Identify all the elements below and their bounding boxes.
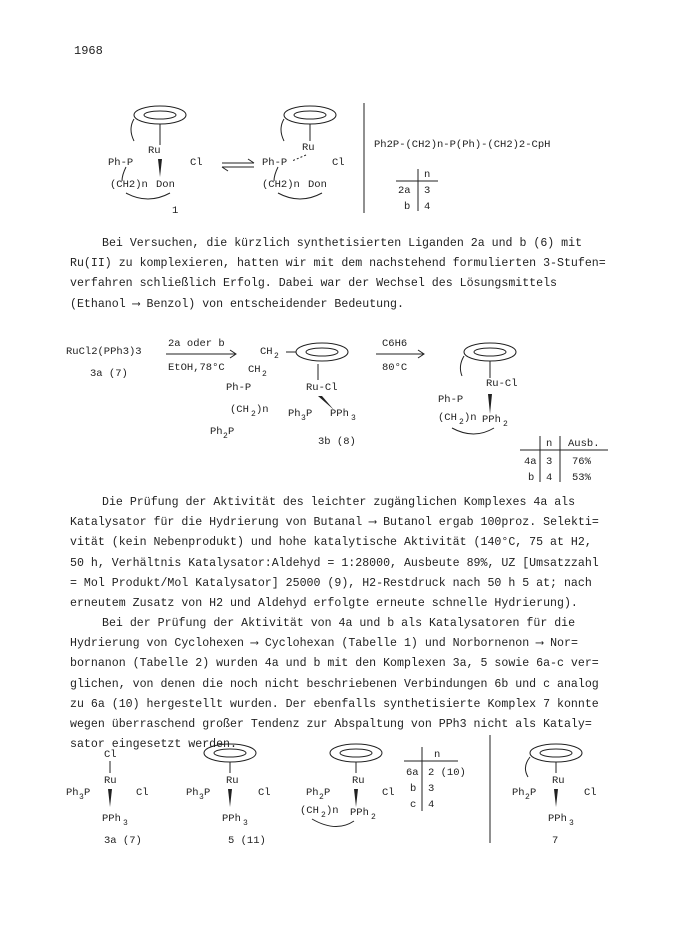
cyclopentadienyl-ring-icon bbox=[204, 744, 256, 762]
svg-text:c: c bbox=[410, 799, 417, 811]
svg-text:)n: )n bbox=[326, 805, 339, 817]
compound-5 bbox=[186, 744, 271, 847]
arrow1-bottom: EtOH,78°C bbox=[168, 362, 225, 374]
svg-text:3: 3 bbox=[79, 793, 84, 802]
svg-text:3: 3 bbox=[199, 793, 204, 802]
svg-text:P: P bbox=[306, 408, 313, 420]
svg-text:P: P bbox=[84, 787, 91, 799]
svg-text:PPh: PPh bbox=[102, 813, 121, 825]
svg-text:Ph-P: Ph-P bbox=[226, 382, 252, 394]
svg-text:2: 2 bbox=[525, 793, 530, 802]
svg-text:PPh: PPh bbox=[482, 414, 501, 426]
svg-text:PPh: PPh bbox=[222, 813, 241, 825]
intermediate-label: 3b (8) bbox=[318, 436, 356, 448]
arrow2-bottom: 80°C bbox=[382, 362, 408, 374]
svg-text:Ru: Ru bbox=[552, 775, 565, 787]
cyclopentadienyl-ring-icon bbox=[296, 343, 348, 361]
svg-text:3: 3 bbox=[351, 414, 356, 423]
start-label: 3a (7) bbox=[90, 368, 128, 380]
svg-text:2: 2 bbox=[503, 420, 508, 429]
p-label: Ph-P bbox=[108, 157, 134, 169]
svg-text:n: n bbox=[424, 169, 431, 181]
svg-text:P: P bbox=[530, 787, 537, 799]
svg-text:b: b bbox=[528, 472, 535, 484]
svg-text:4: 4 bbox=[546, 472, 553, 484]
svg-text:76%: 76% bbox=[572, 456, 591, 468]
svg-text:2: 2 bbox=[223, 432, 228, 441]
svg-text:(CH: (CH bbox=[230, 404, 249, 416]
svg-text:P: P bbox=[228, 426, 235, 438]
yield-table bbox=[520, 436, 608, 484]
svg-text:Ph: Ph bbox=[306, 787, 319, 799]
svg-text:2: 2 bbox=[321, 811, 326, 820]
paragraph-1: Bei Versuchen, die kürzlich synthetisierten Liganden 2a und b (6) mit Ru(II) zu komplexieren, hatten wir mit dem nachstehend formulierten 3-Stufen= verfahren schließlich Erfolg. Dabei war der Wechsel des Lösungsmittels (Ethanol ⟶ Benzol) von entscheidender Bedeutung. bbox=[70, 237, 606, 311]
svg-text:Ru: Ru bbox=[226, 775, 239, 787]
svg-text:6a: 6a bbox=[406, 767, 419, 779]
intermediate-3b bbox=[210, 343, 356, 448]
svg-text:2: 2 bbox=[371, 813, 376, 822]
arrow1-top: 2a oder b bbox=[168, 338, 225, 350]
label-3a: 3a (7) bbox=[104, 835, 142, 847]
svg-text:2: 2 bbox=[251, 410, 256, 419]
svg-text:Ru-Cl: Ru-Cl bbox=[486, 378, 518, 390]
cyclopentadienyl-ring-icon bbox=[530, 744, 582, 762]
svg-text:3: 3 bbox=[546, 456, 553, 468]
svg-text:3: 3 bbox=[428, 783, 435, 795]
compound-1-left bbox=[108, 106, 203, 217]
svg-text:3: 3 bbox=[301, 414, 306, 423]
don-label: Don bbox=[156, 179, 175, 191]
svg-text:3: 3 bbox=[424, 185, 431, 197]
svg-text:(CH: (CH bbox=[300, 805, 319, 817]
label-5: 5 (11) bbox=[228, 835, 266, 847]
svg-text:Ph: Ph bbox=[512, 787, 525, 799]
svg-text:(CH: (CH bbox=[438, 412, 457, 424]
svg-text:2: 2 bbox=[459, 418, 464, 427]
svg-text:Ph: Ph bbox=[186, 787, 199, 799]
svg-text:2a: 2a bbox=[398, 185, 411, 197]
svg-text:4a: 4a bbox=[524, 456, 537, 468]
svg-text:CH: CH bbox=[260, 346, 273, 358]
don-label: Don bbox=[308, 179, 327, 191]
scheme-2 bbox=[0, 332, 680, 482]
svg-text:Ph: Ph bbox=[288, 408, 301, 420]
svg-text:CH: CH bbox=[248, 364, 261, 376]
ru-label: Ru bbox=[302, 142, 315, 154]
svg-text:b: b bbox=[410, 783, 417, 795]
ru-label: Ru bbox=[148, 145, 161, 157]
svg-text:Cl: Cl bbox=[382, 787, 395, 799]
cyclopentadienyl-ring-icon bbox=[330, 744, 382, 762]
svg-text:P: P bbox=[204, 787, 211, 799]
compound-3a bbox=[66, 749, 149, 847]
cyclopentadienyl-ring-icon bbox=[284, 106, 336, 124]
svg-text:2: 2 bbox=[319, 793, 324, 802]
svg-text:Ru-Cl: Ru-Cl bbox=[306, 382, 338, 394]
svg-text:4: 4 bbox=[428, 799, 435, 811]
svg-text:53%: 53% bbox=[572, 472, 591, 484]
p-label: Ph-P bbox=[262, 157, 288, 169]
ch2n-label: (CH2)n bbox=[110, 179, 148, 191]
product-4 bbox=[438, 343, 518, 434]
paragraph-3: Bei der Prüfung der Aktivität von 4a und b als Katalysatoren für die Hydrierung von Cyclohexen ⟶ Cyclohexan (Tabelle 1) und Norbornenon ⟶ Nor= bornanon (Tabelle 2) wurden 4a und b mit den Komplexen 3a, 5 sowie 6a-c ver= glichen, von denen die noch nicht beschriebenen Verbindungen 6b und c analog zu 6a (10) hergestellt wurden. Der ebenfalls synthetisierte Komplex 7 konnte wegen überraschend großer Tendenz zur Abspaltung von PPh3 nicht als Kataly= sator eingesetzt werden. bbox=[70, 617, 599, 752]
svg-text:Ph-P: Ph-P bbox=[438, 394, 464, 406]
ligand-formula: Ph2P-(CH2)n-P(Ph)-(CH2)2-CpH bbox=[374, 139, 551, 151]
cyclopentadienyl-ring-icon bbox=[134, 106, 186, 124]
svg-text:2: 2 bbox=[262, 370, 267, 379]
scheme-3 bbox=[0, 735, 680, 885]
svg-text:Cl: Cl bbox=[584, 787, 597, 799]
ch2n-label: (CH2)n bbox=[262, 179, 300, 191]
compound-1-right bbox=[262, 106, 345, 199]
cl-label: Cl bbox=[332, 157, 345, 169]
svg-text:Ph: Ph bbox=[210, 426, 223, 438]
svg-text:Ph: Ph bbox=[66, 787, 79, 799]
svg-text:Cl: Cl bbox=[104, 749, 117, 761]
cyclopentadienyl-ring-icon bbox=[464, 343, 516, 361]
svg-text:n: n bbox=[546, 438, 553, 450]
label-7: 7 bbox=[552, 835, 559, 847]
equilibrium-arrow-icon bbox=[222, 159, 254, 171]
page-number: 1968 bbox=[74, 44, 103, 58]
svg-text:)n: )n bbox=[256, 404, 269, 416]
svg-text:4: 4 bbox=[424, 201, 431, 213]
svg-text:2 (10): 2 (10) bbox=[428, 767, 466, 779]
start-compound: RuCl2(PPh3)3 bbox=[66, 346, 142, 358]
svg-text:Ru: Ru bbox=[104, 775, 117, 787]
svg-text:2: 2 bbox=[274, 352, 279, 361]
cl-label: Cl bbox=[190, 157, 203, 169]
svg-text:3: 3 bbox=[123, 819, 128, 828]
svg-text:Cl: Cl bbox=[136, 787, 149, 799]
svg-text:PPh: PPh bbox=[350, 807, 369, 819]
svg-text:3: 3 bbox=[569, 819, 574, 828]
arrow2-top: C6H6 bbox=[382, 338, 408, 350]
svg-text:PPh: PPh bbox=[330, 408, 349, 420]
svg-text:Ausb.: Ausb. bbox=[568, 438, 600, 450]
table-6 bbox=[404, 747, 466, 811]
svg-text:b: b bbox=[404, 201, 411, 213]
svg-text:P: P bbox=[324, 787, 331, 799]
svg-text:n: n bbox=[434, 749, 441, 761]
compound-label-1: 1 bbox=[172, 205, 179, 217]
svg-text:Ru: Ru bbox=[352, 775, 365, 787]
svg-text:PPh: PPh bbox=[548, 813, 567, 825]
compound-7 bbox=[512, 744, 597, 847]
compound-6 bbox=[300, 744, 395, 827]
paragraph-2: Die Prüfung der Aktivität des leichter zugänglichen Komplexes 4a als Katalysator für die Hydrierung von Butanal ⟶ Butanol ergab 100proz. Selekti= vität (kein Nebenprodukt) und hohe katalytische Aktivität (140°C, 75 at H2, 50 h, Verhältnis Katalysator:Aldehyd = 1:28000, Ausbeute 89%, UZ [Umsatzzahl = Mol Produkt/Mol Katalysator] 25000 (9), H2-Restdruck nach 50 h 5 at; nach erneutem Zusatz von H2 und Aldehyd erfolgte erneute schnelle Hydrierung). bbox=[70, 496, 599, 611]
svg-text:)n: )n bbox=[464, 412, 477, 424]
ligand-table bbox=[396, 169, 438, 213]
svg-text:Cl: Cl bbox=[258, 787, 271, 799]
svg-text:3: 3 bbox=[243, 819, 248, 828]
